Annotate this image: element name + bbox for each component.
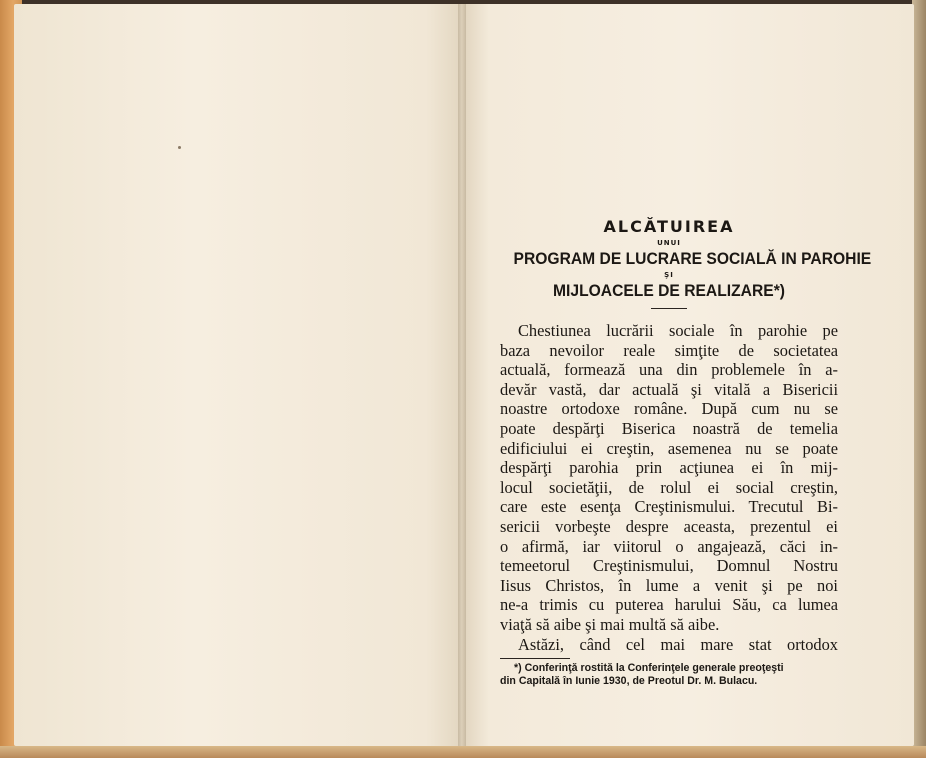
chapter-title: ALCĂTUIREA [603,217,735,236]
title-divider [651,308,687,309]
footnote [500,662,838,688]
body-line: despărţi parohia prin acţiunea ei în mij- [500,458,838,478]
body-line: sericii vorbeşte despre aceasta, prezentul ei [500,516,838,536]
footnote-divider [500,658,570,659]
title-connector-si: ŞI [664,271,674,279]
body-line: poate despărţi Biserica noastră de temelia [500,418,838,438]
body-line: edificiului ei creştin, asemenea nu se poate [500,438,838,458]
body-line: ne-a trimis cu puterea harului Său, ca lumea [500,595,838,615]
title-connector-unui: UNUI [657,239,681,247]
body-line: Chestiunea lucrării sociale în parohie pe [518,321,838,340]
chapter-subtitle-2: MIJLOACELE DE REALIZARE*) [552,281,786,300]
body-line: actuală, formează una din problemele în a- [500,360,838,380]
page-stack-edge [912,0,926,758]
body-line: care este esenţa Creştinismului. Trecutul Bi- [500,497,838,517]
body-line: noastre ortodoxe române. După cum nu se [500,399,838,419]
body-line: devăr vastă, dar actuală şi vitală a Bisericii [500,379,838,399]
chapter-subtitle: PROGRAM DE LUCRARE SOCIALĂ IN PAROHIE [513,249,872,268]
body-line: o afirmă, iar viitorul o angajează, căci in- [500,536,838,556]
left-page-blank [14,4,462,746]
body-line: Iisus Christos, în lume a venit şi pe noi [500,575,838,595]
body-paragraph [500,321,838,654]
body-line-next-paragraph: Astăzi, când cel mai mare stat ortodox [518,634,838,654]
book-bottom-edge [0,746,926,758]
body-line: viaţă să aibe şi mai multă să aibe. [500,614,720,634]
body-line: locul societăţii, de rolul ei social creştin, [500,477,838,497]
book-gutter [458,4,466,746]
paper-speck [178,146,181,149]
footnote-line: din Capitală în Iunie 1930, de Preotul Dr. M. Bulacu. [500,675,758,688]
body-line: temeetorul Creştinismului, Domnul Nostru [500,556,838,576]
right-page-content [500,216,872,688]
body-line: baza nevoilor reale simţite de societatea [500,340,838,360]
footnote-line: *) Conferinţă rostită la Conferinţele generale preoţeşti [514,662,784,675]
